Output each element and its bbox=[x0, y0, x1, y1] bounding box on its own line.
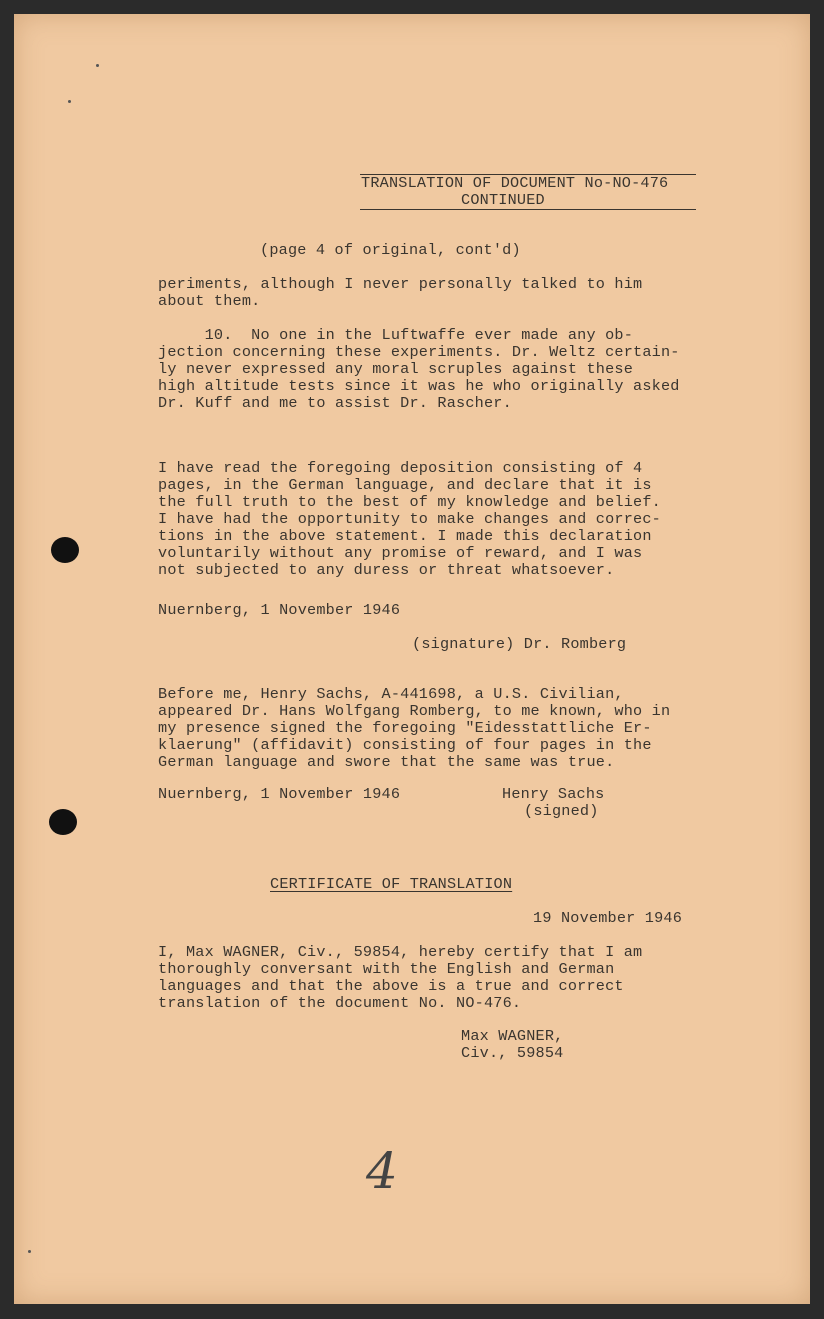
header-bottom-rule bbox=[360, 209, 696, 210]
certificate-title: CERTIFICATE OF TRANSLATION bbox=[270, 875, 513, 893]
document-title: TRANSLATION OF DOCUMENT No-NO-476 bbox=[361, 174, 669, 192]
document-page: TRANSLATION OF DOCUMENT No-NO-476 CONTINUED (page 4 of original, cont'd) periments, although I never personally talked to him about them. 10. No one in the Luftwaffe ever made any ob- jection concerning these experiments. Dr. Weltz certain- ly never expressed any moral scruples against these high altitude tests since it was he who originally asked Dr. Kuff and me to assist Dr. Rascher. I have read the foregoing deposition consisting of 4 pages, in the German language, and declare that it is the full truth to the best of my knowledge and belief. I have had the opportunity to make changes and correc- tions in the above statement. I made this declaration voluntarily without any promise of reward, and I was not subjected to any duress or threat whatsoever. Nuernberg, 1 November 1946 (signature) Dr. Romberg Before me, Henry Sachs, A-441698, a U.S. Civilian, appeared Dr. Hans Wolfgang Romberg, to me known, who in my presence signed the foregoing "Eidesstattliche Er- klaerung" (affidavit) consisting of four pages in the German language and swore that the same was true. Nuernberg, 1 November 1946 Henry Sachs (signed) CERTIFICATE OF TRANSLATION 19 November 1946 I, Max WAGNER, Civ., 59854, hereby certify that I am thoroughly conversant with the English and German languages and that the above is a true and correct translation of the document No. NO-476. Max WAGNER, Civ., 59854 4 bbox=[14, 14, 810, 1304]
punch-hole bbox=[49, 809, 77, 835]
signer-status: (signed) bbox=[524, 802, 599, 820]
place-date: Nuernberg, 1 November 1946 bbox=[158, 785, 401, 803]
signer-name: Henry Sachs bbox=[502, 785, 605, 803]
continued-label: CONTINUED bbox=[461, 191, 545, 209]
translator-id: Civ., 59854 bbox=[461, 1044, 564, 1062]
certificate-date: 19 November 1946 bbox=[533, 909, 683, 927]
page-note: (page 4 of original, cont'd) bbox=[260, 241, 521, 259]
handwritten-page-number: 4 bbox=[366, 1142, 398, 1200]
place-date: Nuernberg, 1 November 1946 bbox=[158, 601, 401, 619]
punch-hole bbox=[51, 537, 79, 563]
signature-line: (signature) Dr. Romberg bbox=[412, 635, 627, 653]
paper-speck bbox=[28, 1250, 31, 1253]
paper-speck bbox=[68, 100, 71, 103]
translator-name: Max WAGNER, bbox=[461, 1027, 564, 1045]
paper-speck bbox=[96, 64, 99, 67]
